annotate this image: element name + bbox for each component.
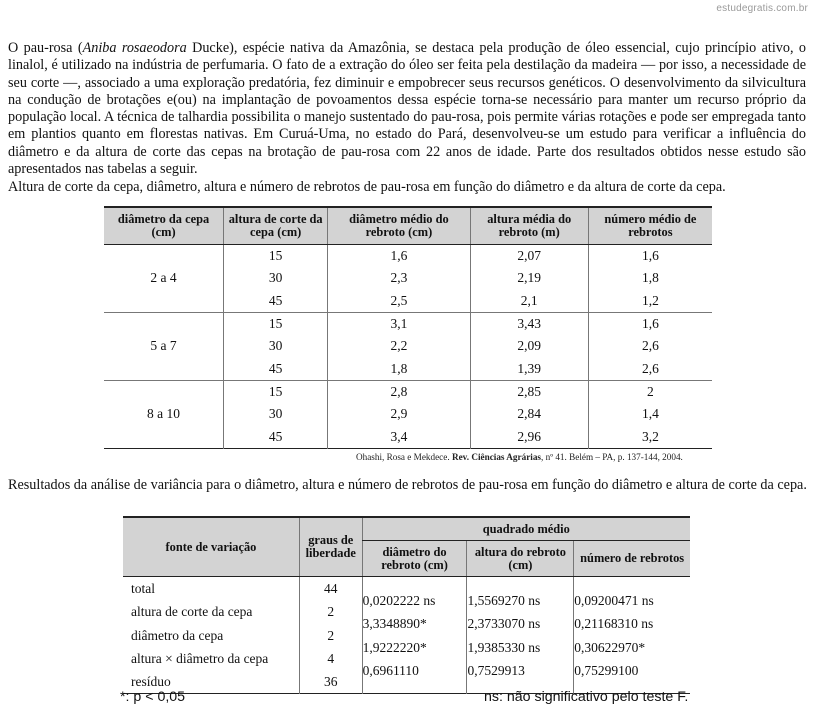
- column-spacer: [467, 577, 573, 589]
- intro-text-1: O pau-rosa (: [8, 40, 83, 56]
- col-header-cut-height: altura de corte da cepa (cm): [224, 207, 328, 245]
- table1-source: [356, 452, 683, 462]
- sprout-height-cell: 2,96: [470, 425, 588, 448]
- col-header-source: fonte de variação: [123, 517, 299, 577]
- sprout-number-cell: 2,6: [588, 357, 712, 380]
- sprout-height-cell: 2,19: [470, 267, 588, 289]
- sprout-diameter-cell: 2,5: [328, 290, 470, 313]
- sprout-height-cell: 1,39: [470, 357, 588, 380]
- cut-height-cell: 15: [224, 245, 328, 268]
- sprout-height-cell: 2,84: [470, 403, 588, 425]
- sprout-number-cell: 1,2: [588, 290, 712, 313]
- df-total: 44: [323, 581, 338, 596]
- group-diameter-cell: 8 a 10: [104, 380, 224, 448]
- ms-diameter-cell: 1,9222220*: [362, 639, 427, 655]
- ms-height-cell: 2,3733070 ns: [467, 616, 541, 632]
- ms-diameter-cell: 3,3348890*: [362, 616, 427, 632]
- intro-text-2: Ducke), espécie nativa da Amazônia, se destaca pela produção de óleo essencial, cujo princípio ativo, o linalol, é utilizado na indústria de perfumaria. O fato de a extração do óleo ser feita pela destilação da madeira — por isso, a necessidade de seu corte —, associado a uma exploração predatória, fez diminuir e empobrecer seus recursos genéticos. O desenvolvimento da silvicultura na condução de brotações e(ou) na implantação de povoamentos dessa espécie torna-se necessário para manter um recurso próprio da população local. A técnica de talhardia possibilita o manejo sustentado do pau-rosa, pois permite várias rotações e pode ser empregada tanto em plantios quanto em florestas nativas. Em Curuá-Uma, no estado do Pará, desenvolveu-se um estudo para verificar a influência do diâmetro e da altura de corte das cepas na brotação de pau-rosa com 22 anos de idade. Parte dos resultados obtidos nesse estudo são apresentados nas tabelas a seguir.: [8, 40, 806, 178]
- cut-height-cell: 45: [224, 357, 328, 380]
- cut-height-cell: 30: [224, 403, 328, 425]
- col-header-mean-square: quadrado médio: [362, 517, 690, 541]
- source-residual: resíduo: [131, 674, 171, 690]
- sprout-diameter-cell: 1,6: [328, 245, 470, 268]
- sprout-number-cell: 3,2: [588, 425, 712, 448]
- table-cutting-height: [104, 206, 712, 449]
- df-cut-height: 2: [327, 604, 335, 620]
- sprout-height-cell: 2,1: [470, 290, 588, 313]
- ms-number-column: [574, 577, 690, 694]
- footnote-significance: *: p < 0,05: [120, 689, 186, 705]
- df-interaction: 4: [327, 650, 335, 666]
- col-header-sprout-number: número médio de rebrotos: [588, 207, 712, 245]
- sprout-number-cell: 1,6: [588, 245, 712, 268]
- column-spacer: [574, 577, 690, 589]
- sprout-number-cell: 1,4: [588, 403, 712, 425]
- table2-body-row: [123, 577, 690, 694]
- source-details: , nº 41. Belém – PA, p. 137-144, 2004.: [541, 452, 683, 462]
- col-header-sprout-diameter: diâmetro médio do rebroto (cm): [328, 207, 470, 245]
- source-column: [123, 577, 299, 694]
- sprout-diameter-cell: 2,9: [328, 403, 470, 425]
- sprout-diameter-cell: 3,1: [328, 312, 470, 335]
- table1-caption: Altura de corte da cepa, diâmetro, altura e número de rebrotos de pau-rosa em função do diâmetro e da altura de corte da cepa.: [8, 179, 726, 195]
- footnote-ns: ns: não significativo pelo teste F.: [484, 689, 689, 705]
- cut-height-cell: 30: [224, 335, 328, 357]
- ms-diameter-cell: 0,6961110: [362, 662, 419, 678]
- table-row: [104, 312, 712, 335]
- source-total: total: [131, 581, 155, 596]
- col-header-df: graus de liberdade: [299, 517, 362, 577]
- df-stump-diameter: 2: [327, 627, 335, 643]
- cut-height-cell: 15: [224, 380, 328, 403]
- group-diameter-cell: 5 a 7: [104, 312, 224, 380]
- sprout-diameter-cell: 3,4: [328, 425, 470, 448]
- col-header-sprout-height: altura média do rebroto (m): [470, 207, 588, 245]
- sprout-height-cell: 2,07: [470, 245, 588, 268]
- table2-caption: Resultados da análise de variância para o diâmetro, altura e número de rebrotos de pau-rosa em função do diâmetro e altura de corte da cepa.: [8, 477, 807, 493]
- table1-header-row: [104, 207, 712, 245]
- group-diameter-cell: 2 a 4: [150, 270, 177, 286]
- sprout-height-cell: 2,09: [470, 335, 588, 357]
- table-row: [104, 380, 712, 403]
- watermark: estudegratis.com.br: [716, 3, 808, 14]
- cut-height-cell: 45: [224, 290, 328, 313]
- ms-number-cell: 0,30622970*: [574, 639, 646, 655]
- sprout-number-cell: 1,6: [588, 312, 712, 335]
- sprout-diameter-cell: 2,2: [328, 335, 470, 357]
- sprout-diameter-cell: 1,8: [328, 357, 470, 380]
- ms-height-cell: 0,7529913: [467, 662, 525, 678]
- sprout-height-cell: 3,43: [470, 312, 588, 335]
- source-journal: Rev. Ciências Agrárias: [451, 452, 541, 462]
- table2-header-row: [123, 517, 690, 541]
- species-name: Aniba rosaeodora: [82, 40, 187, 56]
- cut-height-cell: 45: [224, 425, 328, 448]
- table-anova: [123, 516, 690, 694]
- ms-number-cell: 0,75299100: [574, 662, 639, 678]
- sprout-number-cell: 2,6: [588, 335, 712, 357]
- source-authors: Ohashi, Rosa e Mekdece.: [356, 452, 452, 462]
- col-header-sprout-number: número de rebrotos: [574, 541, 690, 577]
- ms-height-cell: 1,5569270 ns: [467, 593, 541, 608]
- df-column: [299, 577, 362, 694]
- col-header-sprout-diameter: diâmetro do rebroto (cm): [362, 541, 467, 577]
- intro-paragraph: [8, 40, 806, 178]
- ms-number-cell: 0,21168310 ns: [574, 616, 654, 632]
- sprout-number-cell: 1,8: [588, 267, 712, 289]
- col-header-sprout-height: altura do rebroto (cm): [467, 541, 574, 577]
- source-stump-diameter: diâmetro da cepa: [131, 627, 224, 643]
- ms-diameter-column: [362, 577, 467, 694]
- col-header-stump-diameter: diâmetro da cepa (cm): [104, 207, 224, 245]
- source-interaction: altura × diâmetro da cepa: [131, 650, 269, 666]
- column-spacer: [363, 577, 467, 589]
- ms-height-cell: 1,9385330 ns: [467, 639, 541, 655]
- table-row: [104, 245, 712, 268]
- sprout-number-cell: 2: [588, 380, 712, 403]
- cut-height-cell: 15: [224, 312, 328, 335]
- ms-number-cell: 0,09200471 ns: [574, 593, 654, 608]
- df-residual: 36: [323, 674, 338, 690]
- sprout-diameter-cell: 2,8: [328, 380, 470, 403]
- source-cut-height: altura de corte da cepa: [131, 604, 253, 620]
- ms-height-column: [467, 577, 574, 694]
- ms-diameter-cell: 0,0202222 ns: [362, 593, 436, 608]
- sprout-diameter-cell: 2,3: [328, 267, 470, 289]
- sprout-height-cell: 2,85: [470, 380, 588, 403]
- cut-height-cell: 30: [224, 267, 328, 289]
